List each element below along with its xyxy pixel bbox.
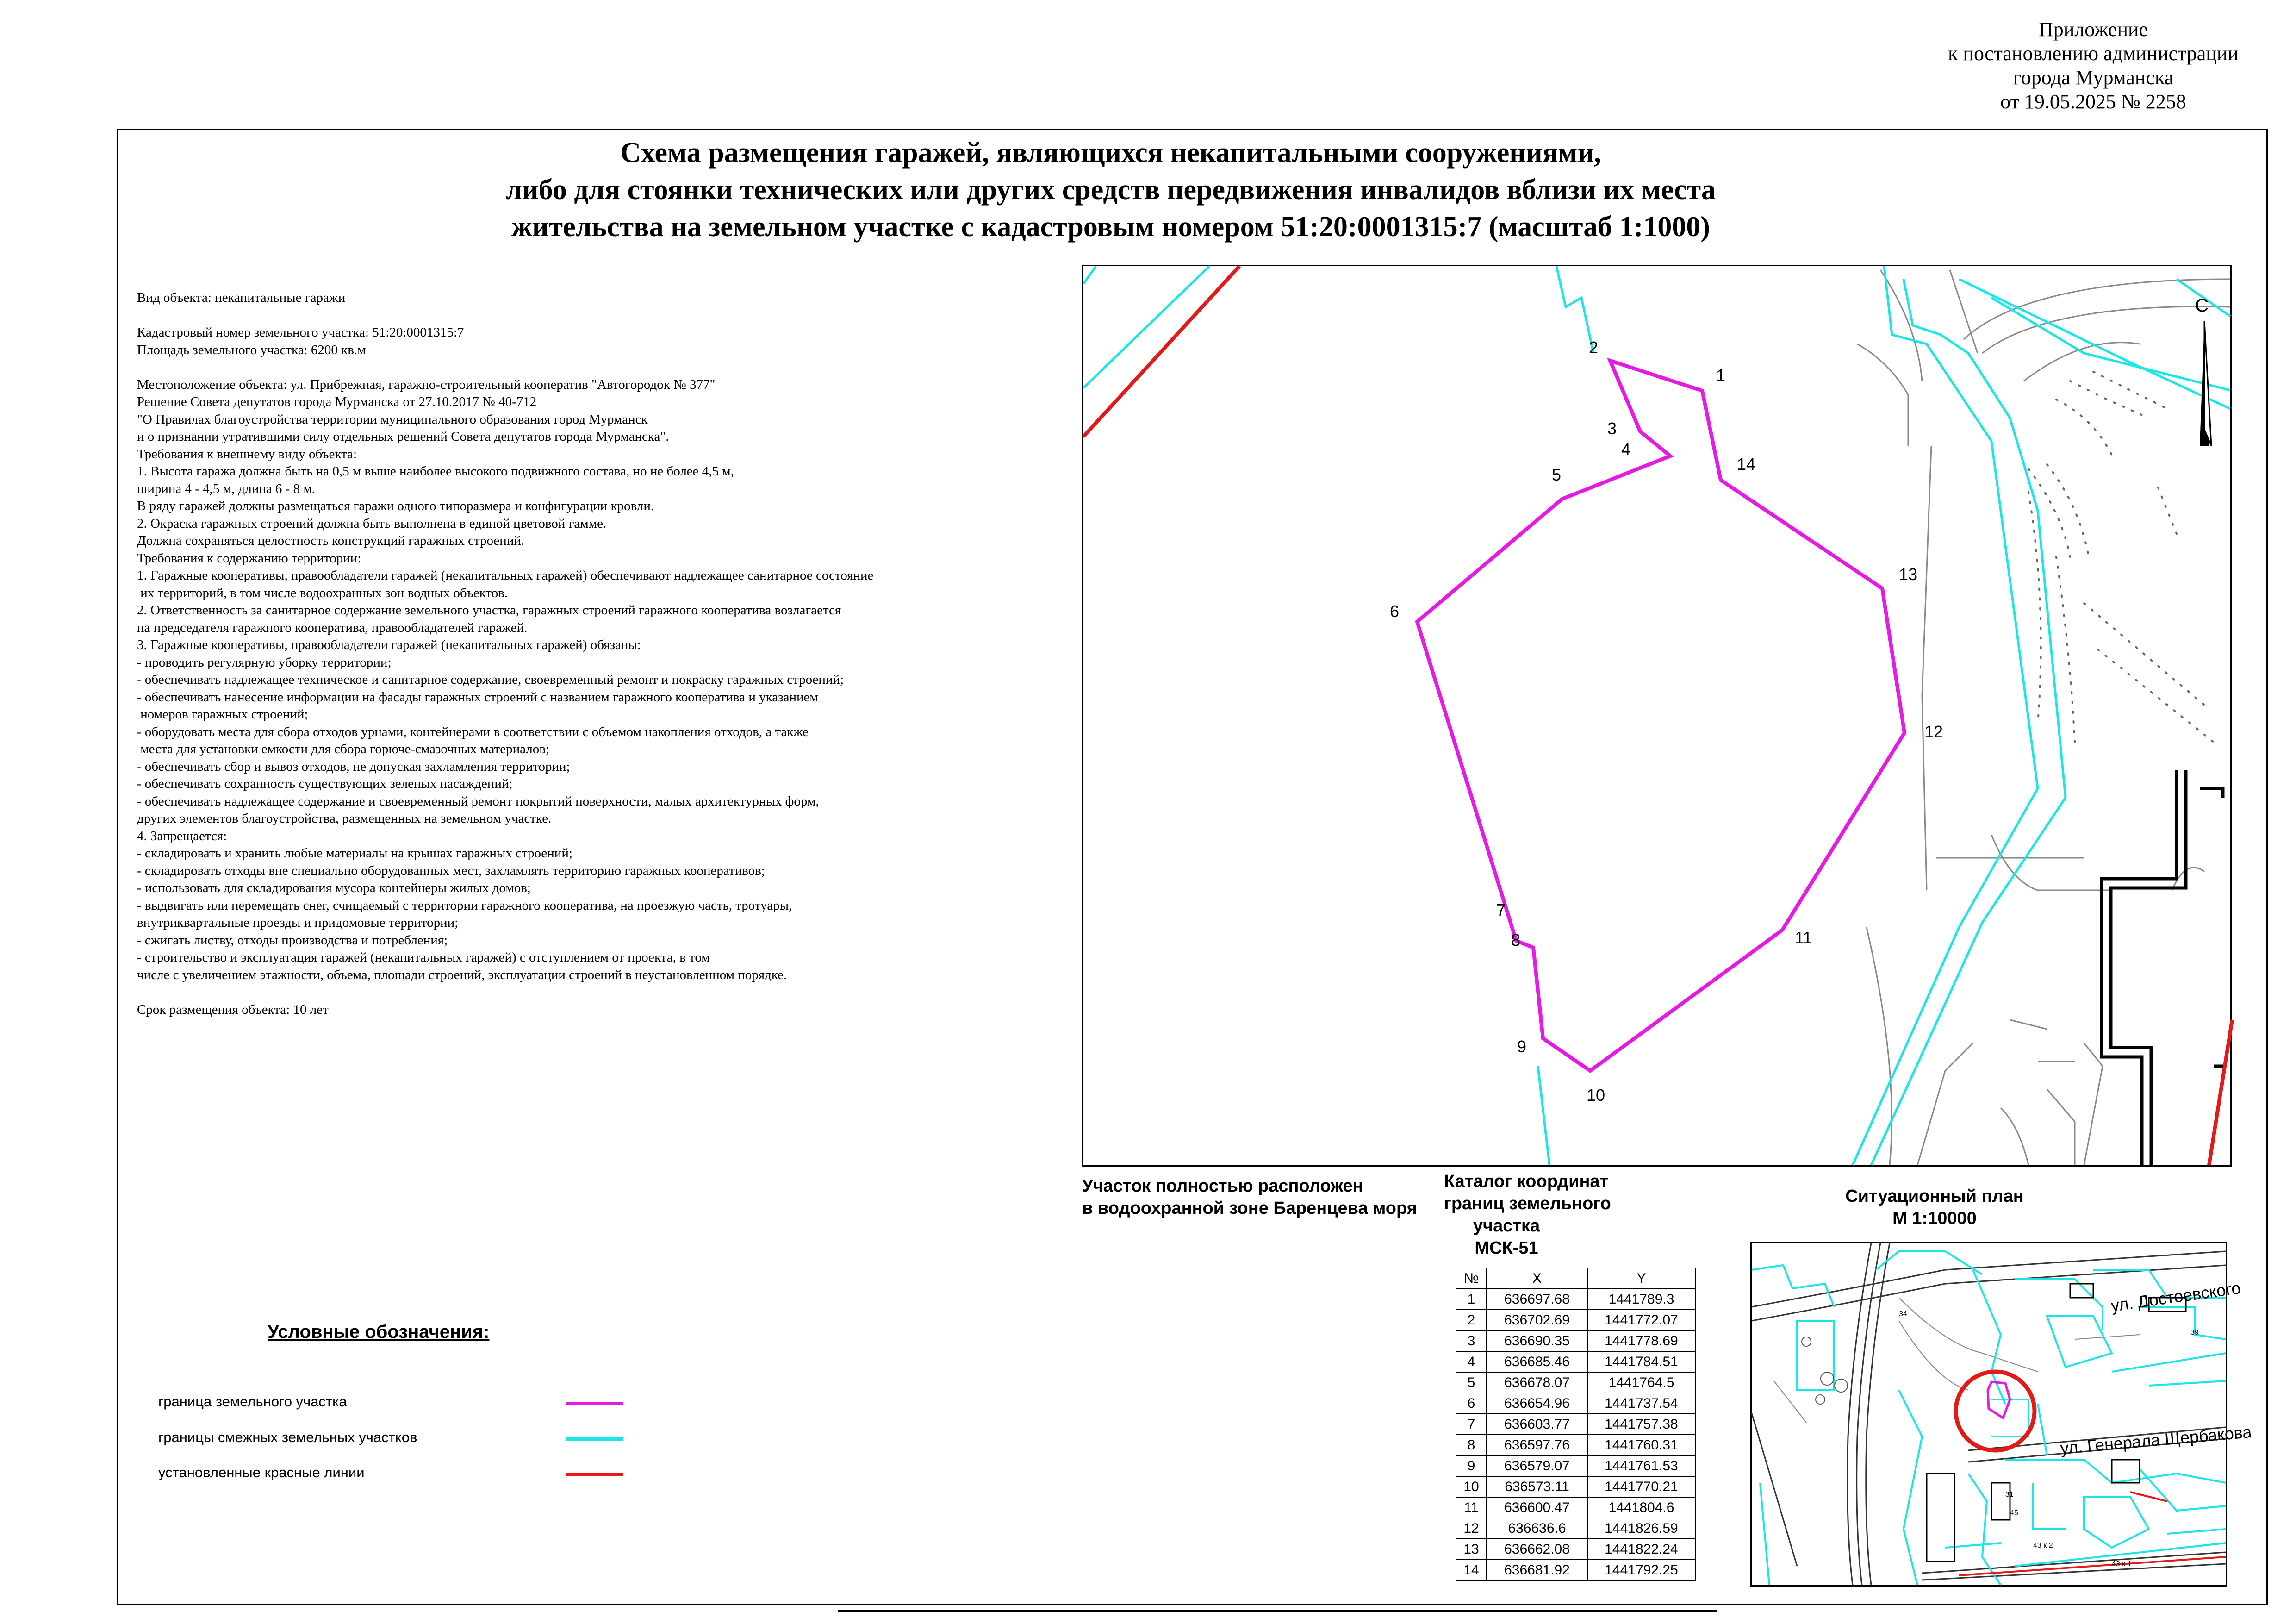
title-line: Схема размещения гаражей, являющихся некапитальными сооружениями, [620, 137, 1601, 169]
description-line: Требования к содержанию территории: [137, 550, 361, 566]
cell-x: 636685.46 [1487, 1351, 1587, 1372]
location-highlight-circle [1956, 1372, 2035, 1450]
description-line [137, 359, 1063, 376]
header-x: X [1487, 1268, 1587, 1289]
cell-y: 1441760.31 [1587, 1435, 1695, 1455]
catalog-title-line: участка [1473, 1216, 1540, 1236]
building-label: 45 [2010, 1509, 2018, 1517]
main-map [1082, 265, 2232, 1167]
description-line: - складировать и хранить любые материалы на крышах гаражных строений; [137, 846, 572, 861]
legend-label-plot-boundary: граница земельного участка [158, 1393, 347, 1410]
cell-number: 12 [1456, 1518, 1487, 1539]
point-label: 14 [1737, 455, 1756, 474]
description-line: номеров гаражных строений; [137, 707, 308, 722]
cell-y: 1441789.3 [1587, 1289, 1695, 1310]
cell-number: 2 [1456, 1310, 1487, 1330]
table-row [1456, 1289, 1695, 1310]
cell-y: 1441826.59 [1587, 1518, 1695, 1539]
description-line: - оборудовать места для сбора отходов урнами, контейнерами в соответствии с объемом накопления отходов, а также [137, 724, 809, 739]
point-label: 12 [1924, 722, 1943, 741]
appendix-line: города Мурманска [2013, 66, 2174, 89]
description-line: внутриквартальные проезды и придомовые территории; [137, 915, 459, 930]
point-label: 4 [1621, 440, 1631, 459]
description-line: - использовать для складирования мусора контейнеры жилых домов; [137, 881, 531, 895]
description-line: Требования к внешнему виду объекта: [137, 446, 357, 462]
cell-number: 13 [1456, 1539, 1487, 1560]
point-label: 11 [1795, 928, 1812, 947]
catalog-title-line: МСК-51 [1475, 1238, 1538, 1258]
building-label: 34 [1899, 1310, 1907, 1318]
cell-y: 1441764.5 [1587, 1372, 1695, 1393]
description-line [137, 307, 1063, 325]
description-line: и о признании утратившими силу отдельных решений Совета депутатов города Мурманска". [137, 429, 669, 444]
description-line: 3. Гаражные кооперативы, правообладатели гаражей (некапитальных гаражей) обязаны: [137, 637, 641, 652]
point-label: 2 [1589, 338, 1599, 357]
street-labels [2060, 1278, 2253, 1458]
situation-title-line: Ситуационный план [1845, 1187, 2024, 1206]
situation-map [1750, 1242, 2252, 1587]
description-line: В ряду гаражей должны размещаться гаражи одного типоразмера и конфигурации кровли. [137, 499, 654, 513]
situation-map-svg [1752, 1243, 2252, 1585]
cell-x: 636603.77 [1487, 1414, 1587, 1435]
cell-number: 10 [1456, 1476, 1487, 1497]
cell-y: 1441770.21 [1587, 1476, 1695, 1497]
cell-y: 1441772.07 [1587, 1310, 1695, 1330]
coordinates-table [1456, 1268, 1696, 1581]
cell-number: 14 [1456, 1560, 1487, 1580]
description-line: их территорий, в том числе водоохранных зон водных объектов. [137, 585, 508, 600]
description-line: Вид объекта: некапитальные гаражи [137, 290, 346, 305]
table-row [1456, 1476, 1695, 1497]
description-line [137, 984, 1063, 1001]
cell-x: 636597.76 [1487, 1435, 1587, 1455]
situation-buildings [1927, 1284, 2186, 1562]
legend-swatch-adjacent-parcels [566, 1437, 623, 1441]
header-number: № [1456, 1268, 1487, 1289]
cell-y: 1441804.6 [1587, 1497, 1695, 1518]
description-line: - проводить регулярную уборку территории; [137, 655, 392, 670]
appendix-block [1931, 18, 2255, 114]
description-line: - обеспечивать надлежащее содержание и своевременный ремонт покрытий поверхности, малых архитектурных форм, [137, 793, 819, 809]
description-line: 2. Ответственность за санитарное содержание земельного участка, гаражных строений гаражного кооператива возлагается [137, 603, 841, 618]
description-line: Должна сохраняться целостность конструкций гаражных строений. [137, 533, 525, 548]
street-label: ул. Достоевского [2109, 1278, 2242, 1315]
cell-x: 636636.6 [1487, 1518, 1587, 1539]
description-line: Местоположение объекта: ул. Прибрежная, гаражно-строительный кооператив "Автогородок № 377" [137, 377, 716, 392]
cell-x: 636702.69 [1487, 1310, 1587, 1330]
building-label: 43 к 1 [2112, 1560, 2132, 1568]
table-row [1456, 1539, 1695, 1560]
cell-x: 636697.68 [1487, 1289, 1587, 1310]
table-row [1456, 1330, 1695, 1351]
trees [1802, 1337, 1848, 1404]
north-label: С [2195, 295, 2209, 316]
north-arrow-icon [2195, 295, 2211, 446]
cell-x: 636654.96 [1487, 1393, 1587, 1414]
cell-x: 636681.92 [1487, 1560, 1587, 1580]
table-row [1456, 1372, 1695, 1393]
point-label: 13 [1899, 565, 1918, 584]
description-line: Решение Совета депутатов города Мурманска от 27.10.2017 № 40-712 [137, 394, 537, 409]
table-row [1456, 1560, 1695, 1580]
table-row [1456, 1393, 1695, 1414]
building-label: 39 [2190, 1329, 2199, 1337]
cell-number: 11 [1456, 1497, 1487, 1518]
red-lines [1083, 266, 2232, 1165]
table-row [1456, 1310, 1695, 1330]
appendix-line: от 19.05.2025 № 2258 [2000, 90, 2186, 113]
point-label: 10 [1587, 1086, 1605, 1105]
legend-label-adjacent-parcels: границы смежных земельных участков [158, 1429, 417, 1445]
description-line: числе с увеличением этажности, объема, площади строений, эксплуатации строений в неустановленном порядке. [137, 967, 787, 982]
table-header-row [1456, 1268, 1695, 1289]
cell-x: 636573.11 [1487, 1476, 1587, 1497]
page-title [417, 134, 1805, 245]
cell-number: 9 [1456, 1455, 1487, 1476]
cell-x: 636600.47 [1487, 1497, 1587, 1518]
title-line: либо для стоянки технических или других средств передвижения инвалидов вблизи их места [506, 174, 1716, 206]
description-line: 1. Высота гаража должна быть на 0,5 м выше наиболее высокого подвижного состава, но не более 4,5 м, [137, 464, 734, 479]
description-line: - складировать отходы вне специально оборудованных мест, захламлять территорию гаражных кооперативов; [137, 863, 765, 878]
point-label: 5 [1552, 465, 1562, 484]
appendix-line: к постановлению администрации [1948, 42, 2239, 65]
legend-title: Условные обозначения: [268, 1322, 490, 1342]
buildings [2102, 770, 2223, 1165]
cell-y: 1441737.54 [1587, 1393, 1695, 1414]
note-line: Участок полностью расположен [1082, 1176, 1363, 1196]
cell-number: 6 [1456, 1393, 1487, 1414]
building-label: 43 к 2 [2033, 1542, 2053, 1549]
catalog-title [1444, 1170, 1611, 1259]
cell-x: 636690.35 [1487, 1330, 1587, 1351]
description-line: Срок размещения объекта: 10 лет [137, 1002, 329, 1017]
cell-number: 5 [1456, 1372, 1487, 1393]
note-line: в водоохранной зоне Баренцева моря [1082, 1199, 1417, 1218]
point-label: 8 [1511, 931, 1521, 949]
point-label: 7 [1496, 900, 1506, 919]
description-line: других элементов благоустройства, размещенных на земельном участке. [137, 811, 552, 826]
description-line: 4. Запрещается: [137, 828, 227, 843]
catalog-title-line: Каталог координат [1444, 1172, 1609, 1191]
description-line: - обеспечивать сбор и вывоз отходов, не допуская захламления территории; [137, 759, 570, 774]
description-line: 2. Окраска гаражных строений должна быть выполнена в единой цветовой гамме. [137, 516, 607, 531]
description-line: - обеспечивать сохранность существующих зеленых насаждений; [137, 776, 513, 791]
point-label: 6 [1390, 602, 1400, 621]
table-row [1456, 1435, 1695, 1455]
description-line: - обеспечивать надлежащее техническое и санитарное содержание, своевременный ремонт и покраску гаражных строений; [137, 672, 844, 687]
building-label: 31 [2005, 1491, 2014, 1499]
cell-x: 636579.07 [1487, 1455, 1587, 1476]
table-row [1456, 1455, 1695, 1476]
description-line: на председателя гаражного кооператива, правообладателей гаражей. [137, 620, 528, 635]
table-row [1456, 1518, 1695, 1539]
cell-number: 4 [1456, 1351, 1487, 1372]
cell-number: 7 [1456, 1414, 1487, 1435]
land-plot-boundary [1417, 361, 1904, 1071]
dotted-paths [2028, 372, 2214, 742]
cell-y: 1441792.25 [1587, 1560, 1695, 1580]
cell-x: 636678.07 [1487, 1372, 1587, 1393]
catalog-title-line: границ земельного [1444, 1194, 1611, 1213]
situation-title-line: М 1:10000 [1892, 1209, 1977, 1228]
cell-y: 1441822.24 [1587, 1539, 1695, 1560]
street-label: ул. Генерала Щербакова [2060, 1422, 2252, 1458]
point-label: 3 [1607, 419, 1617, 438]
table-row [1456, 1351, 1695, 1372]
table-row [1456, 1497, 1695, 1518]
water-zone-note [1082, 1175, 1417, 1219]
cell-number: 1 [1456, 1289, 1487, 1310]
description-line: Кадастровый номер земельного участка: 51:20:0001315:7 [137, 325, 464, 340]
adjacent-parcels [1083, 266, 2230, 1165]
description-line: - выдвигать или перемещать снег, счищаемый с территории гаражного кооператива, на проезжую часть, тротуары, [137, 898, 792, 913]
cell-y: 1441761.53 [1587, 1455, 1695, 1476]
description-line: места для установки емкости для сбора горюче-смазочных материалов; [137, 742, 549, 756]
legend-swatch-plot-boundary [566, 1402, 623, 1405]
bottom-rule [838, 1610, 1717, 1612]
description-line: Площадь земельного участка: 6200 кв.м [137, 342, 366, 357]
title-line: жительства на земельном участке с кадастровым номером 51:20:0001315:7 (масштаб 1:1000) [511, 211, 1711, 243]
description-line: - обеспечивать нанесение информации на фасады гаражных строений с названием гаражного кооператива и указанием [137, 689, 818, 705]
header-y: Y [1587, 1268, 1695, 1289]
legend-label-red-lines: установленные красные линии [158, 1464, 365, 1480]
point-label: 9 [1517, 1037, 1527, 1056]
description-line: 1. Гаражные кооперативы, правообладатели гаражей (некапитальных гаражей) обеспечивают надлежащее санитарное состояние [137, 568, 874, 583]
description-line: - строительство и эксплуатация гаражей (некапитальных гаражей) с отступлением от проекта, в том [137, 950, 710, 965]
cell-y: 1441778.69 [1587, 1330, 1695, 1351]
cell-number: 8 [1456, 1435, 1487, 1455]
main-map-svg [1083, 266, 2230, 1165]
description-line: "О Правилах благоустройства территории муниципального образования город Мурманск [137, 412, 648, 427]
appendix-line: Приложение [2038, 18, 2148, 41]
object-description [137, 289, 1063, 1018]
description-line: - сжигать листву, отходы производства и потребления; [137, 932, 448, 948]
situation-plan-title [1819, 1185, 2050, 1230]
legend-swatch-red-lines [566, 1473, 623, 1476]
cell-y: 1441784.51 [1587, 1351, 1695, 1372]
cell-number: 3 [1456, 1330, 1487, 1351]
table-row [1456, 1414, 1695, 1435]
cell-y: 1441757.38 [1587, 1414, 1695, 1435]
point-label: 1 [1716, 366, 1726, 385]
description-line: ширина 4 - 4,5 м, длина 6 - 8 м. [137, 481, 315, 496]
cell-x: 636662.08 [1487, 1539, 1587, 1560]
